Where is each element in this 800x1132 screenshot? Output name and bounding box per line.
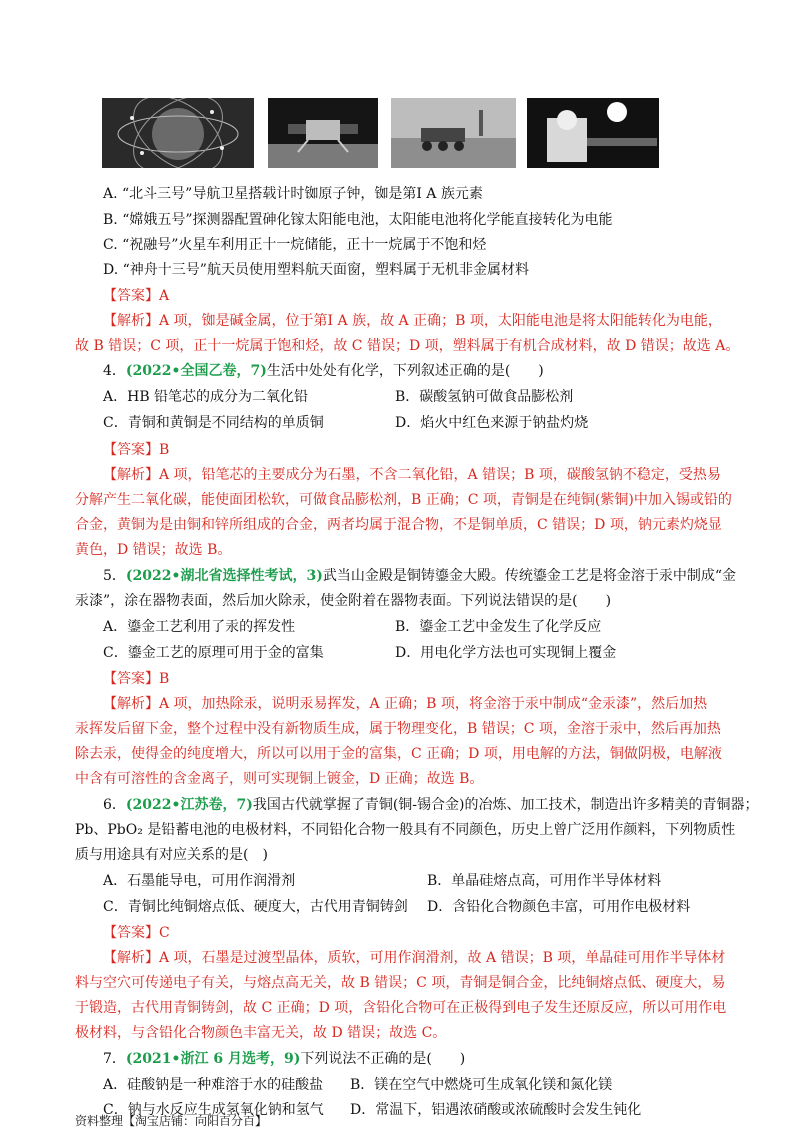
q4-answer: 【答案】B [103,442,170,458]
q7-option-d: D．常温下，铝遇浓硝酸或浓硫酸时会发生钝化 [350,1102,642,1118]
q5-option-c: C．鎏金工艺的原理可用于金的富集 [103,645,324,661]
q7-option-c: C．钠与水反应生成氢氧化钠和氢气 [103,1102,324,1118]
q6-number: 6． [103,797,126,813]
q3-option-d: D. “神舟十三号”航天员使用塑料航天面窗，塑料属于无机非金属材料 [103,262,529,278]
q6-analysis-line: 【解析】A 项，石墨是过渡型晶体，质软，可用作润滑剂，故 A 错误；B 项，单晶硅可用作半导体材 [103,950,726,966]
q6-stem-line3: 质与用途具有对应关系的是( ) [75,847,268,863]
q5-stem-text: 武当山金殿是铜铸鎏金大殿。传统鎏金工艺是将金溶于汞中制成“金 [322,568,736,584]
q5-source: (2022•湖北省选择性考试，3) [125,568,323,584]
q6-option-c: C．青铜比纯铜熔点低、硬度大，古代用青铜铸剑 [103,899,408,915]
q3-option-c: C. “祝融号”火星车利用正十一烷储能，正十一烷属于不饱和烃 [103,237,487,253]
q3-analysis-line: 故 B 错误；C 项，正十一烷属于饱和烃，故 C 错误；D 项，塑料属于有机合成材料，故 D 错误；故选 A。 [75,338,740,354]
q6-analysis-line: 极材料，与含铅化合物颜色丰富无关，故 D 错误；故选 C。 [75,1025,447,1041]
q3-answer: 【答案】A [103,288,170,304]
q5-analysis-line: 除去汞，使得金的纯度增大，所以可以用于金的富集，C 正确；D 项，用电解的方法，铜做阴极，电解液 [75,746,722,762]
q5-answer: 【答案】B [103,671,170,687]
q3-option-a: A. “北斗三号”导航卫星搭载计时铷原子钟，铷是第Ⅰ A 族元素 [103,186,483,202]
q5-stem [103,566,736,586]
q5-option-a: A．鎏金工艺利用了汞的挥发性 [103,619,296,635]
q4-source: (2022•全国乙卷，7) [125,363,267,379]
q4-option-c: C．青铜和黄铜是不同结构的单质铜 [103,415,324,431]
q7-stem [103,1049,465,1069]
change5-lander-photo [268,98,378,168]
q7-number: 7． [103,1051,126,1067]
q4-stem [103,361,544,381]
footer-text: 资料整理【淘宝店铺：向阳百分百】 [75,1114,268,1128]
q5-stem-line2: 汞漆”，涂在器物表面，然后加火除汞，使金附着在器物表面。下列说法错误的是( ) [75,593,612,609]
q6-answer: 【答案】C [103,925,170,941]
q4-analysis-line: 分解产生二氧化碳，能使面团松软，可做食品膨松剂，B 正确；C 项，青铜是在纯铜(紫铜)中加入锡或铅的 [75,492,732,508]
q7-source: (2021•浙江 6 月选考，9) [125,1051,301,1067]
q6-option-b: B．单晶硅熔点高，可用作半导体材料 [427,873,662,889]
zhurong-rover-photo [391,98,516,168]
q6-source: (2022•江苏卷，7) [125,797,253,813]
q4-option-b: B．碳酸氢钠可做食品膨松剂 [395,389,574,405]
q7-option-b: B．镁在空气中燃烧可生成氧化镁和氮化镁 [350,1077,613,1093]
q4-option-d: D．焰火中红色来源于钠盐灼烧 [395,415,589,431]
shenzhou13-astronaut-photo [527,98,659,168]
beidou-satellite-photo [102,98,254,168]
q5-option-d: D．用电化学方法也可实现铜上覆金 [395,645,617,661]
q7-stem-text: 下列说法不正确的是( ) [300,1051,466,1067]
q4-analysis-line: 黄色，D 错误；故选 B。 [75,542,232,558]
q3-option-b: B. “嫦娥五号”探测器配置砷化镓太阳能电池，太阳能电池将化学能直接转化为电能 [103,212,613,228]
q5-analysis-line: 中含有可溶性的含金离子，则可实现铜上镀金，D 正确；故选 B。 [75,771,484,787]
q4-analysis-line: 合金，黄铜为是由铜和锌所组成的合金，两者均属于混合物，不是铜单质，C 错误；D 项，钠元素灼烧显 [75,517,722,533]
q4-number: 4． [103,363,126,379]
q5-number: 5． [103,568,126,584]
q4-option-a: A．HB 铅笔芯的成分为二氧化铅 [103,389,309,405]
q6-stem [103,795,758,815]
q6-analysis-line: 于锻造，古代用青铜铸剑，故 C 正确；D 项，含铅化合物可在正极得到电子发生还原反应，所以可用作电 [75,1000,727,1016]
q6-option-d: D．含铅化合物颜色丰富，可用作电极材料 [427,899,691,915]
q6-analysis-line: 料与空穴可传递电子有关，与熔点高无关，故 B 错误；C 项，青铜是铜合金，比纯铜熔点低、硬度大，易 [75,975,726,991]
q6-stem-text: 我国古代就掌握了青铜(铜-锡合金)的冶炼、加工技术，制造出许多精美的青铜器； [252,797,759,813]
q3-analysis-line: 【解析】A 项，铷是碱金属，位于第Ⅰ A 族，故 A 正确；B 项，太阳能电池是将太阳能转化为电能， [103,313,722,329]
q6-stem-line2: Pb、PbO₂ 是铅蓄电池的电极材料，不同铅化合物一般具有不同颜色，历史上曾广泛用作颜料，下列物质性 [75,822,736,838]
q7-option-a: A．硅酸钠是一种难溶于水的硅酸盐 [103,1077,324,1093]
q6-option-a: A．石墨能导电，可用作润滑剂 [103,873,296,889]
q5-analysis-line: 【解析】A 项，加热除汞，说明汞易挥发，A 正确；B 项，将金溶于汞中制成“金汞漆”，然后加热 [103,696,708,712]
q4-analysis-line: 【解析】A 项，铅笔芯的主要成分为石墨，不含二氧化铅，A 错误；B 项，碳酸氢钠不稳定，受热易 [103,467,721,483]
q5-option-b: B．鎏金工艺中金发生了化学反应 [395,619,602,635]
q5-analysis-line: 汞挥发后留下金，整个过程中没有新物质生成，属于物理变化，B 错误；C 项，金溶于汞中，然后再加热 [75,721,721,737]
q4-stem-text: 生活中处处有化学，下列叙述正确的是( ) [266,363,544,379]
